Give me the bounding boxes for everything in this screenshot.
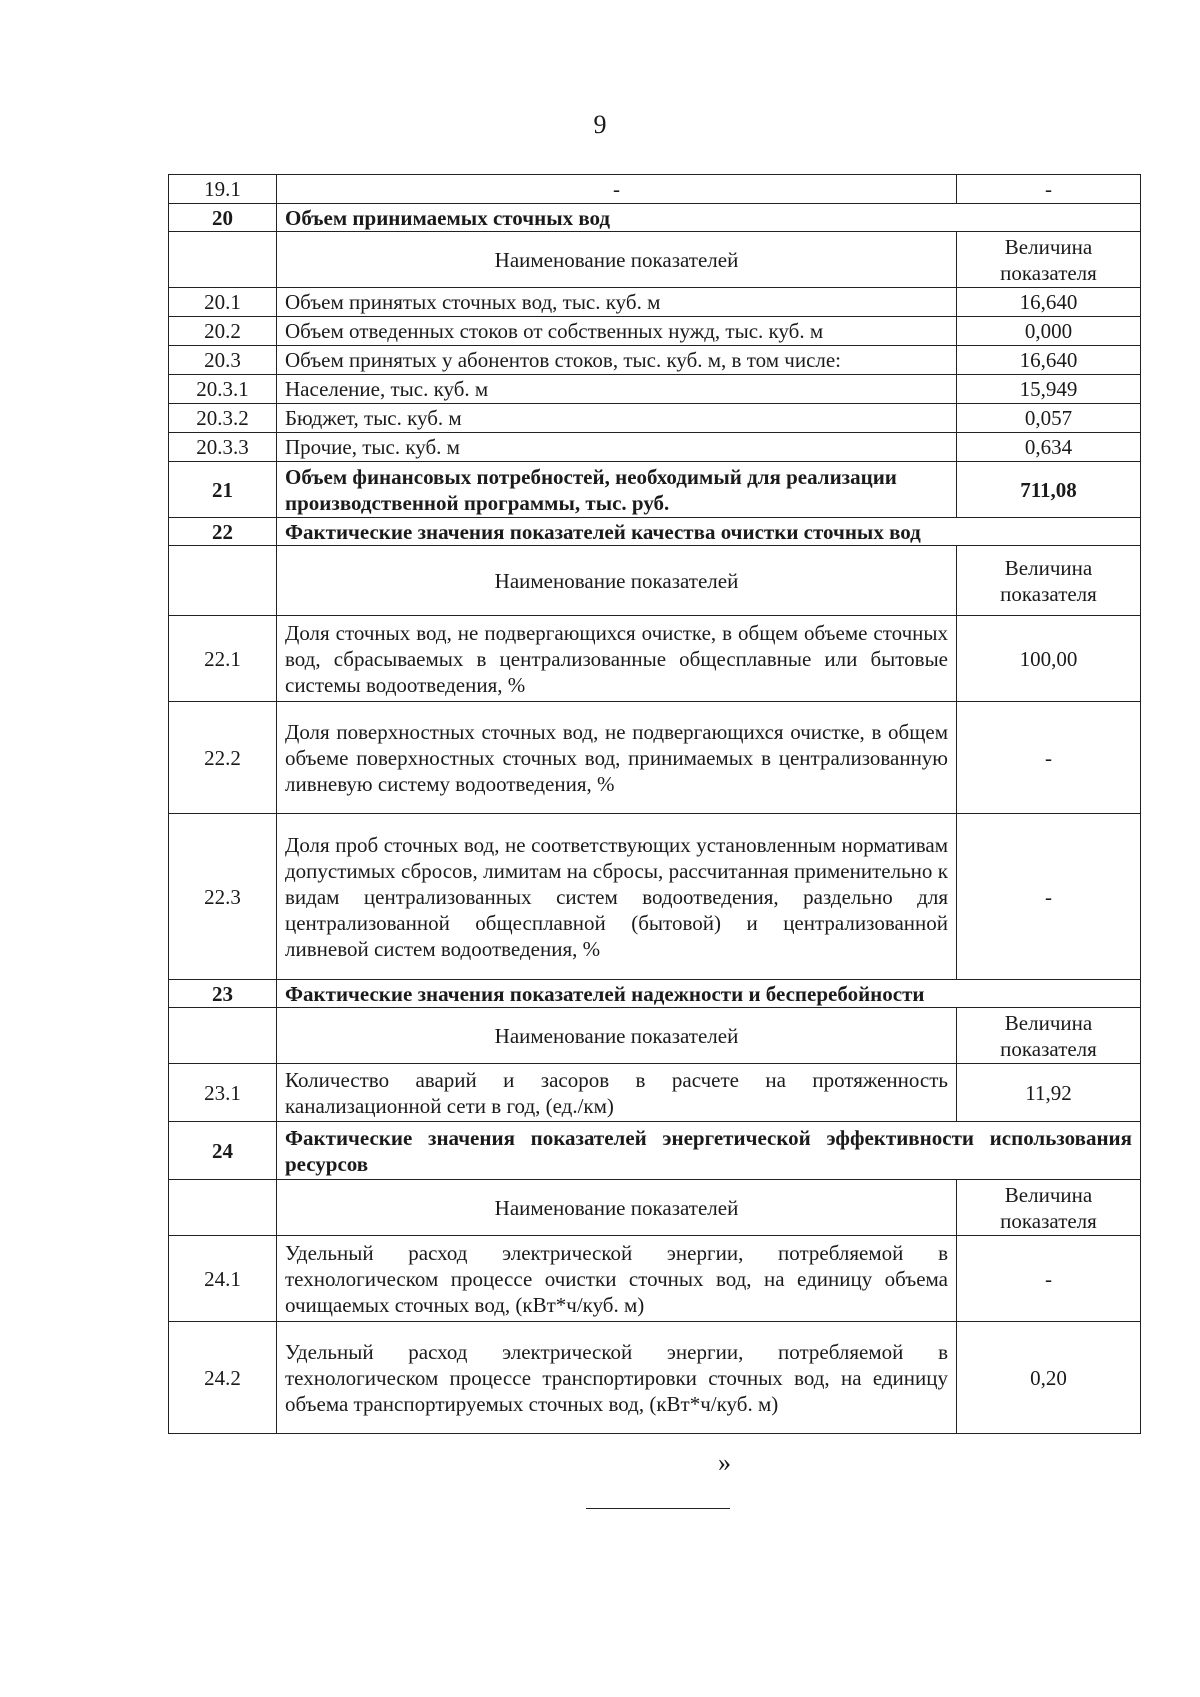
section-value: 711,08: [957, 462, 1141, 518]
table-row: [169, 702, 1141, 814]
section-row: [169, 204, 1141, 232]
section-title: Фактические значения показателей энергетической эффективности использования ресурсов: [277, 1122, 1141, 1180]
row-name: Удельный расход электрической энергии, потребляемой в технологическом процессе очистки сточных вод, на единицу объема очищаемых сточных вод, (кВт*ч/куб. м): [277, 1236, 957, 1322]
row-name: Прочие, тыс. куб. м: [277, 433, 957, 462]
row-value: -: [957, 702, 1141, 814]
row-name: -: [277, 175, 957, 204]
row-number: 22.1: [169, 616, 277, 702]
row-number: 20.3: [169, 346, 277, 375]
row-name: Количество аварий и засоров в расчете на протяженность канализационной сети в год, (ед./км): [277, 1064, 957, 1122]
section-row: [169, 462, 1141, 518]
row-value: 15,949: [957, 375, 1141, 404]
table-row: [169, 1064, 1141, 1122]
column-header-value: Величина показателя: [957, 546, 1141, 616]
row-value: 0,000: [957, 317, 1141, 346]
row-value: 100,00: [957, 616, 1141, 702]
row-value: 0,634: [957, 433, 1141, 462]
table-row: [169, 317, 1141, 346]
section-number: 23: [169, 980, 277, 1008]
section-number: 24: [169, 1122, 277, 1180]
row-number: 22.3: [169, 814, 277, 980]
row-value: 0,057: [957, 404, 1141, 433]
row-name: Доля сточных вод, не подвергающихся очистке, в общем объеме сточных вод, сбрасываемых в централизованные общесплавные или бытовые системы водоотведения, %: [277, 616, 957, 702]
page-number: 9: [593, 110, 607, 139]
row-value: -: [957, 814, 1141, 980]
table-row: [169, 375, 1141, 404]
table-row: [169, 404, 1141, 433]
row-value: 0,20: [957, 1322, 1141, 1434]
row-name: Объем отведенных стоков от собственных нужд, тыс. куб. м: [277, 317, 957, 346]
column-header-value: Величина показателя: [957, 1008, 1141, 1064]
table-row: [169, 1322, 1141, 1434]
row-number: 24.1: [169, 1236, 277, 1322]
column-header-row: [169, 1180, 1141, 1236]
section-title: Фактические значения показателей надежности и бесперебойности: [277, 980, 1141, 1008]
column-header-value: Величина показателя: [957, 1180, 1141, 1236]
row-value: 11,92: [957, 1064, 1141, 1122]
end-divider: [586, 1508, 730, 1509]
row-name: Удельный расход электрической энергии, потребляемой в технологическом процессе транспортировки сточных вод, на единицу объема транспортируемых сточных вод, (кВт*ч/куб. м): [277, 1322, 957, 1434]
section-title: Фактические значения показателей качества очистки сточных вод: [277, 518, 1141, 546]
section-row: [169, 980, 1141, 1008]
section-row: [169, 518, 1141, 546]
row-name: Объем принятых сточных вод, тыс. куб. м: [277, 288, 957, 317]
section-number: 20: [169, 204, 277, 232]
table-row: [169, 175, 1141, 204]
section-title: Объем финансовых потребностей, необходимый для реализации производственной программы, тыс. руб.: [277, 462, 957, 518]
row-number: 24.2: [169, 1322, 277, 1434]
closing-quote-mark: »: [718, 1448, 731, 1477]
table-row: [169, 433, 1141, 462]
column-header-row: [169, 546, 1141, 616]
column-header-row: [169, 232, 1141, 288]
section-row: [169, 1122, 1141, 1180]
column-header-value: Величина показателя: [957, 232, 1141, 288]
column-header-name: Наименование показателей: [277, 546, 957, 616]
row-number: 19.1: [169, 175, 277, 204]
table-row: [169, 814, 1141, 980]
row-number: 23.1: [169, 1064, 277, 1122]
row-value: 16,640: [957, 288, 1141, 317]
column-header-row: [169, 1008, 1141, 1064]
row-number: 20.2: [169, 317, 277, 346]
row-number: 20.3.1: [169, 375, 277, 404]
section-number: 22: [169, 518, 277, 546]
table-row: [169, 346, 1141, 375]
section-number: 21: [169, 462, 277, 518]
row-name: Доля поверхностных сточных вод, не подвергающихся очистке, в общем объеме поверхностных сточных вод, принимаемых в централизованную ливневую систему водоотведения, %: [277, 702, 957, 814]
row-name: Бюджет, тыс. куб. м: [277, 404, 957, 433]
row-number: 20.1: [169, 288, 277, 317]
row-name: Доля проб сточных вод, не соответствующих установленным нормативам допустимых сбросов, лимитам на сбросы, рассчитанная применительно к видам централизованных систем водоотведения, раздельно для централизованной общесплавной (бытовой) и централизованной ливневой систем водоотведения, %: [277, 814, 957, 980]
indicators-table: [168, 174, 1141, 1434]
row-number: 22.2: [169, 702, 277, 814]
row-value: -: [957, 1236, 1141, 1322]
column-header-name: Наименование показателей: [277, 1008, 957, 1064]
table-row: [169, 1236, 1141, 1322]
table-row: [169, 616, 1141, 702]
column-header-name: Наименование показателей: [277, 1180, 957, 1236]
row-name: Объем принятых у абонентов стоков, тыс. куб. м, в том числе:: [277, 346, 957, 375]
row-number: 20.3.2: [169, 404, 277, 433]
row-name: Население, тыс. куб. м: [277, 375, 957, 404]
row-value: 16,640: [957, 346, 1141, 375]
table-row: [169, 288, 1141, 317]
column-header-name: Наименование показателей: [277, 232, 957, 288]
section-title: Объем принимаемых сточных вод: [277, 204, 1141, 232]
row-number: 20.3.3: [169, 433, 277, 462]
row-value: -: [957, 175, 1141, 204]
